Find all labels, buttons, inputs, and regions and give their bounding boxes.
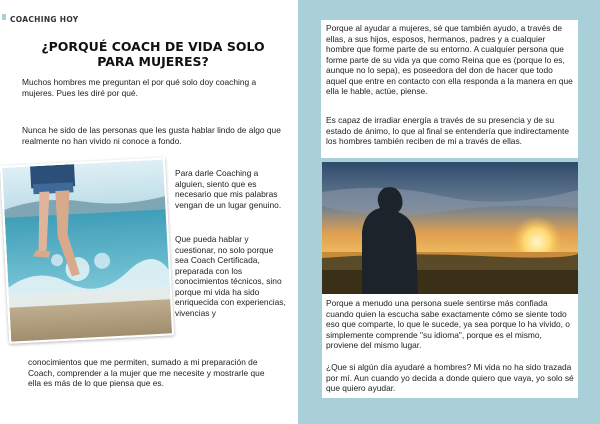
header-marker — [2, 14, 6, 20]
paragraph-helping-women: Porque al ayudar a mujeres, sé que también ayudo, a través de ellas, a sus hijos, esposos, hermanos, padres y a cualquier hombre que forme parte de su entorno. A cualquier persona que forme parte de su vida ya que como Reina que es (porque lo es, aunque no lo sepa), es poseedora del don de hacer que todo aquel que entre en contacto con ella responda a la manera en que ella le hable, actúe, piense. — [326, 23, 573, 96]
sunset-woman-photo-art — [322, 162, 578, 294]
beach-woman-photo-art — [2, 159, 174, 343]
magazine-header: COACHING HOY — [10, 15, 79, 24]
paragraph-energy: Es capaz de irradiar energía a través de su presencia y de su estado de ánimo, lo que al final se entendería que indirectamente los hombres también reciben de mi a través de ellas. — [326, 115, 570, 146]
page-title: ¿PORQUÉ COACH DE VIDA SOLO PARA MUJERES? — [41, 39, 265, 69]
paragraph-knowledge: conocimientos que me permiten, sumado a mi preparación de Coach, comprender a la mujer que me necesite y mostrarle que ella es más de lo que piensa que es. — [28, 357, 265, 388]
beach-woman-photo — [0, 157, 174, 343]
paragraph-confidence: Porque a menudo una persona suele sentirse más confiada cuando quien la escucha sabe exactamente cómo se siente todo eso que comparte, lo que le sucede, ya sea porque lo ha vivido, o simplemente comprende "su idioma", porque es el mismo, proviene del mismo lugar. — [326, 298, 570, 350]
paragraph-honesty: Nunca he sido de las personas que les gusta hablar lindo de algo que realmente no han vivido ni conoce a fondo. — [22, 125, 281, 146]
paragraph-help-men: ¿Que si algún día ayudaré a hombres? Mi vida no ha sido trazada por mí. Aun cuando yo decida a donde quiero que vaya, yo solo sé que quiero ayudar. — [326, 362, 574, 393]
paragraph-intro: Muchos hombres me preguntan el por qué solo doy coaching a mujeres. Pues les diré por qué. — [22, 77, 257, 98]
paragraph-genuine: Para darle Coaching a alguien, siento que es necesario que mis palabras vengan de un lugar genuino. — [175, 168, 282, 210]
sunset-woman-photo — [322, 162, 578, 294]
paragraph-certified: Que pueda hablar y cuestionar, no solo porque sea Coach Certificada, preparada con los conocimientos técnicos, sino porque mi vida ha sido enriquecida con experiencias, vivencias y — [175, 234, 286, 318]
